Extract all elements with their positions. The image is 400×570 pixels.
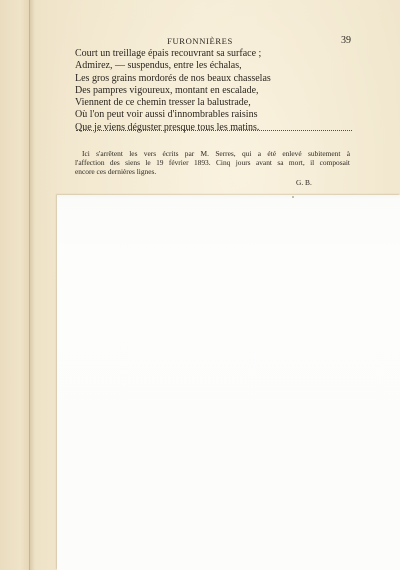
poem-line: Des pampres vigoureux, montant en escalade, [75,84,259,96]
note-line: l'affection des siens le 19 février 1893. Cinq jours avant sa mort, il composait [75,158,350,167]
poem-line: Où l'on peut voir aussi d'innombrables raisins [75,109,258,121]
note-line: encore ces dernières lignes. [75,167,157,176]
note-signature: G. B. [296,178,312,187]
page-number: 39 [341,35,351,46]
poem-line: Viennent de ce chemin tresser la balustrade, [75,97,251,109]
facing-page-edge [0,0,29,570]
paper-speck [292,196,294,198]
poem-line: Admirez, — suspendus, entre les échalas, [75,60,242,72]
running-head: FURONNIÈRES [167,36,233,46]
editor-note [75,149,350,176]
gutter-shadow [30,0,35,570]
poem-stanza [75,48,355,134]
poem-line: Court un treillage épais recouvrant sa surface ; [75,48,262,59]
dotted-separator [76,130,352,131]
blank-cover-sheet [57,195,400,570]
poem-line: Les gros grains mordorés de nos beaux chasselas [75,72,271,84]
poem-line: Que je viens déguster presque tous les matins. [75,121,260,133]
note-line: Ici s'arrêtent les vers écrits par M. Serres, qui a été enlevé subitement à [82,149,350,158]
